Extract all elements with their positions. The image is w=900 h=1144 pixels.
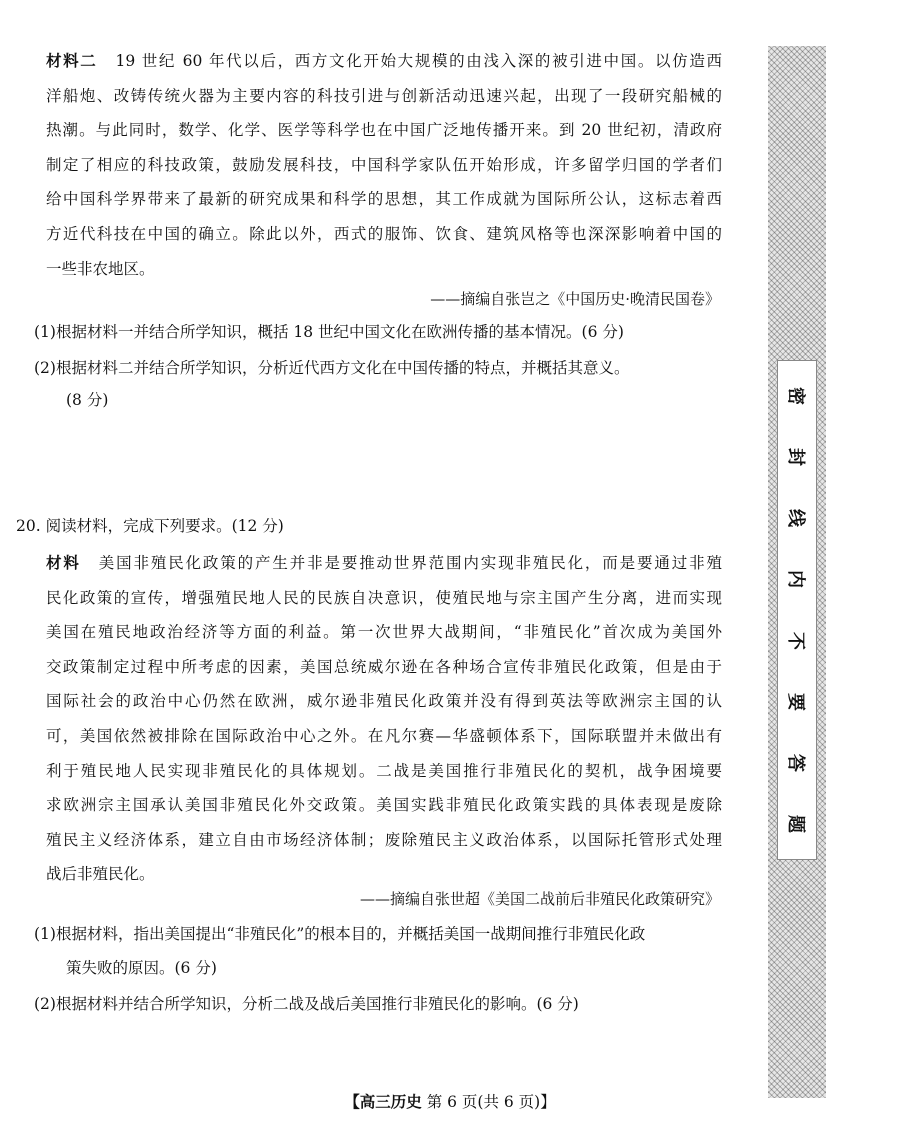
q20-material-line-4: 交政策制定过程中所考虑的因素，美国总统威尔逊在各种场合宣传非殖民化政策，但是由于 (46, 657, 722, 676)
seal-char: 密 (785, 387, 806, 405)
page-footer (0, 1090, 900, 1112)
seal-char: 题 (785, 814, 806, 833)
material-two-label: 材料二 (46, 51, 98, 70)
q20-material-line-2: 民化政策的宣传，增强殖民地人民的民族自决意识，使殖民地与宗主国产生分离，进而实现 (46, 588, 722, 607)
q20-material-label: 材料 (46, 553, 81, 572)
seal-char: 线 (785, 509, 806, 528)
material-two-line-6: 方近代科技在中国的确立。除此以外，西式的服饰、饮食、建筑风格等也深深影响着中国的 (46, 224, 722, 243)
seal-char: 不 (785, 631, 806, 650)
q19-sub2: (2)根据材料二并结合所学知识，分析近代西方文化在中国传播的特点，并概括其意义。 (34, 359, 630, 377)
material-two-source: ——摘编自张岂之《中国历史·晚清民国卷》 (430, 290, 720, 308)
q19-sub2-score: (8 分) (66, 391, 109, 409)
q20-material-paragraph (46, 546, 722, 892)
seal-char: 要 (785, 692, 806, 711)
q20-material-line-9: 殖民主义经济体系，建立自由市场经济体制；废除殖民主义政治体系，以国际托管形式处理 (46, 830, 722, 849)
q20-sub2: (2)根据材料并结合所学知识，分析二战及战后美国推行非殖民化的影响。(6 分) (34, 995, 579, 1013)
seal-char: 答 (785, 753, 806, 772)
q20-material-line-3: 美国在殖民地政治经济等方面的利益。第一次世界大战期间，“非殖民化”首次成为美国外 (46, 623, 722, 642)
footer-subject: 【高三历史 (344, 1092, 422, 1111)
q20-source: ——摘编自张世超《美国二战前后非殖民化政策研究》 (359, 890, 720, 908)
material-two-line-2: 洋船炮、改铸传统火器为主要内容的科技引进与创新活动迅速兴起，出现了一段研究船械的 (46, 86, 722, 105)
seal-line-strip (768, 46, 826, 1098)
material-two-line-1: 材料二 19 世纪 60 年代以后，西方文化开始大规模的由浅入深的被引进中国。以仿造西 (46, 51, 722, 70)
q20-sub1-b: 策失败的原因。(6 分) (66, 959, 217, 977)
material-two-paragraph (46, 44, 722, 286)
q20-material-line-6: 可，美国依然被排除在国际政治中心之外。在凡尔赛—华盛顿体系下，国际联盟并未做出有 (46, 726, 722, 745)
q20-material-line-1: 材料 美国非殖民化政策的产生并非是要推动世界范围内实现非殖民化，而是要通过非殖 (46, 553, 722, 572)
q20-header: 20. 阅读材料，完成下列要求。(12 分) (16, 517, 284, 535)
material-two-line-3: 热潮。与此同时，数学、化学、医学等科学也在中国广泛地传播开来。到 20 世纪初，清政府 (46, 121, 722, 140)
q20-sub1-a: (1)根据材料，指出美国提出“非殖民化”的根本目的，并概括美国一战期间推行非殖民化政 (34, 925, 646, 943)
seal-text-box (777, 360, 817, 860)
material-two-line-5: 给中国科学界带来了最新的研究成果和科学的思想，其工作成就为国际所公认，这标志着西 (46, 190, 722, 209)
q20-material-line-5: 国际社会的政治中心仍然在欧洲，威尔逊非殖民化政策并没有得到英法等欧洲宗主国的认 (46, 692, 722, 711)
seal-char: 内 (785, 570, 806, 589)
seal-char: 封 (785, 448, 806, 467)
material-two-line-4: 制定了相应的科技政策，鼓励发展科技，中国科学家队伍开始形成，许多留学归国的学者们 (46, 155, 722, 174)
q20-material-line-10: 战后非殖民化。 (46, 865, 155, 884)
q20-material-line-8: 求欧洲宗主国承认美国非殖民化外交政策。美国实践非殖民化政策实践的具体表现是废除 (46, 796, 722, 815)
q19-sub1: (1)根据材料一并结合所学知识，概括 18 世纪中国文化在欧洲传播的基本情况。(6 分) (34, 323, 624, 341)
footer-page-number: 第 6 页(共 6 页)】 (426, 1093, 556, 1111)
q20-material-line-7: 利于殖民地人民实现非殖民化的具体规划。二战是美国推行非殖民化的契机，战争困境要 (46, 761, 722, 780)
material-two-line-7: 一些非农地区。 (46, 259, 155, 278)
